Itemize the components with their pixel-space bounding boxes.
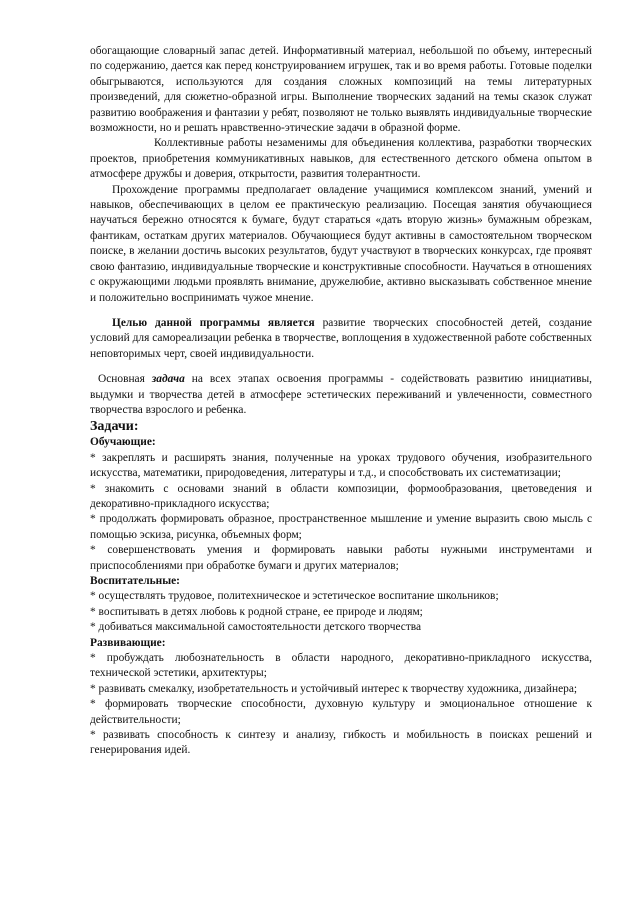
spacer	[90, 362, 592, 372]
goal-text: развитие творческих способностей детей, создание условий для самореализации ребенка в творчестве, воплощения в художественной работе собственных неповторимых черт, своей индивидуальности.	[90, 316, 592, 360]
list-item: * продолжать формировать образное, пространственное мышление и умение выразить свою мысль с помощью эскиза, рисунка, объемных форм;	[90, 513, 592, 541]
group-title-educational: Воспитательные:	[90, 575, 180, 587]
list-item: * знакомить с основами знаний в области композиции, формообразования, цветоведения и декоративно-прикладного искусства;	[90, 482, 592, 510]
intro-paragraph-1: обогащающие словарный запас детей. Информативный материал, небольшой по объему, интересный по содержанию, дается как перед конструированием игрушек, так и во время работы. Готовые поделки обыгрываются, используются для создания сложных композиций на темы литературных произведений, для сюжетно-образной игры. Выполнение творческих заданий на темы сказок служат развитию воображения и фантазии у ребят, позволяют не только выявлять индивидуальные творческие возможности, но и решать нравственно-этические задачи в образной форме.	[90, 45, 592, 135]
main-task-after: на всех этапах освоения программы - содействовать развитию инициативы, выдумки и творчества детей в атмосфере эстетических переживаний и увлеченности, совместного творчества взрослого и ребенка.	[90, 373, 592, 416]
spacer	[90, 306, 592, 316]
main-task-before: Основная	[98, 373, 152, 386]
list-item: * формировать творческие способности, духовную культуру и эмоциональное отношение к действительности;	[90, 698, 592, 726]
intro-paragraph-3: Прохождение программы предполагает овладение учащимися комплексом знаний, умений и навыков, обеспечивающих в целом ее практическую реализацию. Посещая занятия обучающиеся научаться бережно относятся к бумаге, будут стараться «дать вторую жизнь» бумажным обрезкам, фантикам, остаткам других материалов. Обучающиеся будут активны в самостоятельном творческом поиске, в желании достичь высоких результатов, будут участвуют в творческих конкурсах, где проявят свою фантазию, индивидуальные творческие и конструктивные способности. Научаться в отношениях с окружающими людьми проявлять внимание, дружелюбие, активно высказывать собственное мнение и положительно воспринимать чужое мнение.	[90, 183, 592, 304]
list-item: * пробуждать любознательность в области народного, декоративно-прикладного искусства, технической эстетики, архитектуры;	[90, 652, 592, 680]
list-item: * совершенствовать умения и формировать навыки работы нужными инструментами и приспособлениями при обработке бумаги и других материалов;	[90, 544, 592, 572]
list-item: * закреплять и расширять знания, полученные на уроках трудового обучения, изобразительного искусства, математики, природоведения, литературы и т.д., и способствовать их систематизации;	[90, 451, 592, 480]
list-item: * развивать смекалку, изобретательность и устойчивый интерес к творчеству художника, дизайнера;	[90, 682, 578, 695]
intro-paragraph-2: Коллективные работы незаменимы для объединения коллектива, разработки творческих проектов, приобретения коммуникативных навыков, для естественного детского обмена опытом в атмосфере дружбы и доверия, открытости, развития толерантности.	[90, 137, 592, 181]
list-item: * воспитывать в детях любовь к родной стране, ее природе и людям;	[90, 605, 423, 618]
group-title-developing: Развивающие:	[90, 636, 166, 649]
main-task-keyword: задача	[151, 373, 185, 386]
list-item: * развивать способность к синтезу и анализу, гибкость и мобильность в поисках решений и генерирования идей.	[90, 729, 592, 757]
group-title-teaching: Обучающие:	[90, 436, 156, 449]
list-item: * осуществлять трудовое, политехническое и эстетическое воспитание школьников;	[90, 590, 499, 603]
goal-label: Целью данной программы является	[112, 316, 315, 329]
goal-paragraph	[90, 316, 592, 362]
document-page	[90, 44, 592, 759]
list-item: * добиваться максимальной самостоятельности детского творчества	[90, 621, 422, 634]
tasks-heading: Задачи:	[90, 419, 139, 435]
main-task-paragraph	[90, 372, 592, 418]
